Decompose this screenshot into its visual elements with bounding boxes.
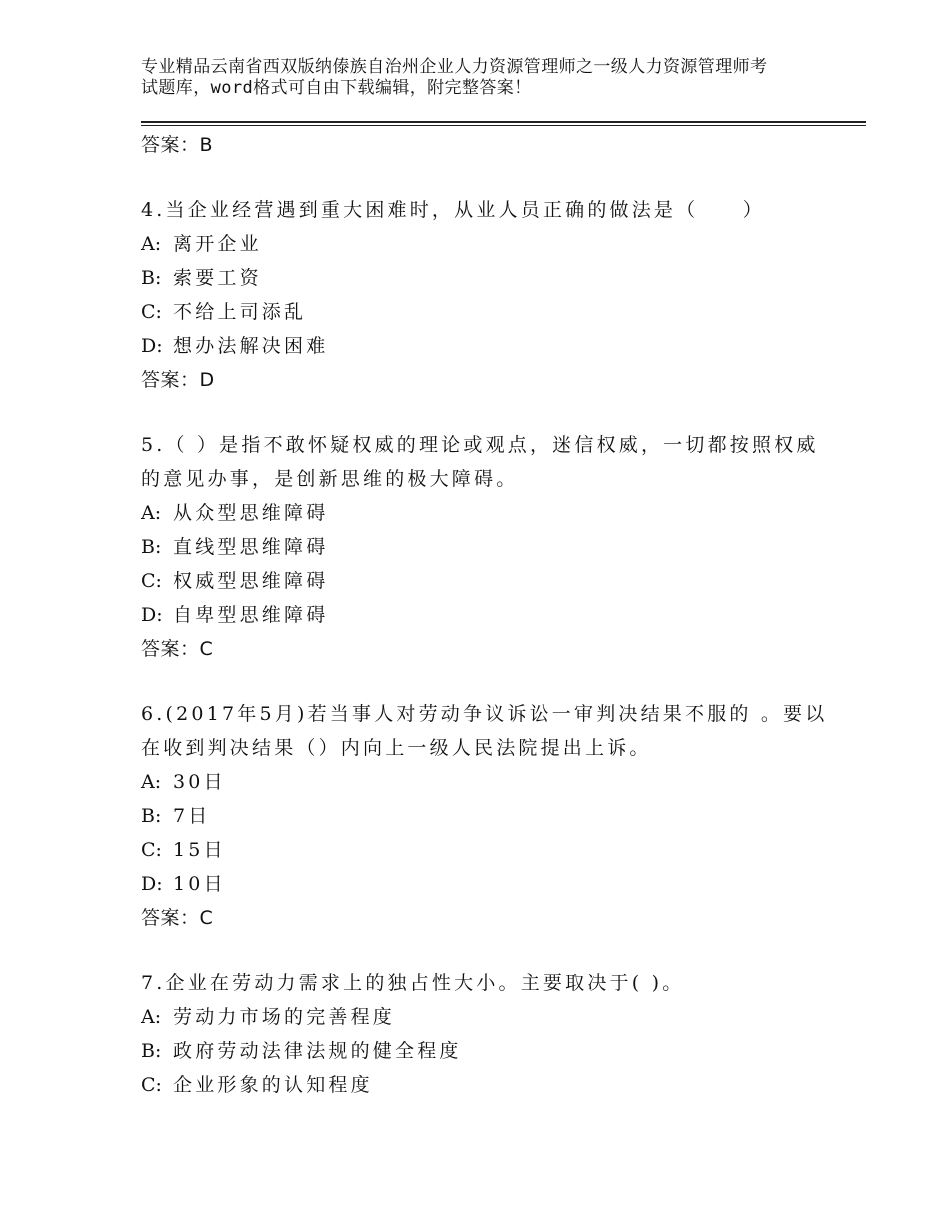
question-4-option-b: B: 索要工资 (141, 267, 262, 289)
question-6-option-d: D: 10日 (141, 873, 226, 895)
question-7-option-b: B: 政府劳动法律法规的健全程度 (141, 1040, 462, 1062)
question-6-stem-line-2: 在收到判决结果（）内向上一级人民法院提出上诉。 (141, 737, 652, 759)
question-6-option-a: A: 30日 (141, 771, 226, 793)
question-5-stem-line-1: 5.（ ）是指不敢怀疑权威的理论或观点，迷信权威，一切都按照权威 (141, 434, 819, 456)
header-line-1: 专业精品云南省西双版纳傣族自治州企业人力资源管理师之一级人力资源管理师考 (141, 57, 768, 77)
question-6-option-c: C: 15日 (141, 839, 226, 861)
question-6-answer: 答案：C (141, 907, 214, 929)
question-4 (141, 193, 841, 397)
question-4-option-a: A: 离开企业 (141, 233, 262, 255)
question-7-option-c: C: 企业形象的认知程度 (141, 1074, 373, 1096)
question-5 (141, 428, 841, 666)
question-7-stem: 7.企业在劳动力需求上的独占性大小。主要取决于( )。 (141, 972, 685, 994)
question-6 (141, 697, 841, 935)
question-4-option-c: C: 不给上司添乱 (141, 301, 307, 323)
question-5-answer: 答案：C (141, 638, 214, 660)
question-5-stem-line-2: 的意见办事，是创新思维的极大障碍。 (141, 468, 519, 490)
header-line-2: 试题库，word格式可自由下载编辑，附完整答案！ (141, 78, 532, 98)
question-6-option-b: B: 7日 (141, 805, 211, 827)
question-7 (141, 966, 841, 1102)
document-header (141, 57, 831, 99)
question-5-option-c: C: 权威型思维障碍 (141, 570, 329, 592)
prev-answer: 答案：B (141, 134, 214, 156)
header-divider-thin (141, 125, 866, 126)
question-4-answer: 答案：D (141, 369, 215, 391)
question-4-option-d: D: 想办法解决困难 (141, 335, 329, 357)
question-4-stem: 4.当企业经营遇到重大困难时，从业人员正确的做法是（ ） (141, 199, 765, 221)
header-divider-thick (141, 121, 866, 123)
question-5-option-b: B: 直线型思维障碍 (141, 536, 329, 558)
question-5-option-d: D: 自卑型思维障碍 (141, 604, 329, 626)
question-6-stem-line-1: 6.(2017年5月)若当事人对劳动争议诉讼一审判决结果不服的 。要以 (141, 703, 828, 725)
question-7-option-a: A: 劳动力市场的完善程度 (141, 1006, 396, 1028)
question-list (141, 128, 841, 1102)
question-5-option-a: A: 从众型思维障碍 (141, 502, 329, 524)
